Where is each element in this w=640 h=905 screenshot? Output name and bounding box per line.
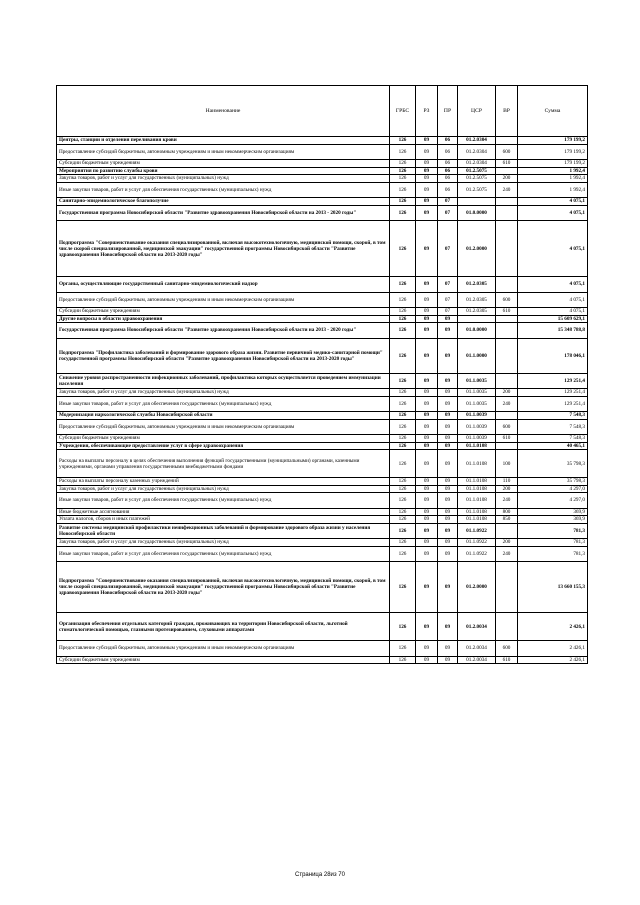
row-rz: 09 [416,396,438,412]
row-name: Закупка товаров, работ и услуг для государственных (муниципальных) нужд [57,389,390,397]
row-rz: 09 [416,613,438,641]
row-csr [458,198,496,206]
row-sum: 1 992,4 [518,167,588,175]
row-vr: 600 [496,144,518,160]
row-pr: 09 [438,315,458,323]
row-name: Иные закупки товаров, работ и услуг для обеспечения государственных (муниципальных) нужд [57,546,390,562]
row-pr: 09 [438,516,458,524]
row-vr: 600 [496,292,518,308]
row-pr: 09 [438,562,458,613]
row-sum: 2 426,1 [518,656,588,664]
row-vr: 600 [496,419,518,435]
table-row [57,478,588,486]
row-pr: 07 [438,198,458,206]
row-sum: 369,9 [518,516,588,524]
row-vr: 600 [496,641,518,657]
row-vr [496,442,518,450]
row-pr: 06 [438,167,458,175]
row-rz: 09 [416,442,438,450]
table-row [57,205,588,221]
row-csr: 01.1.0922 [458,523,496,539]
row-rz: 09 [416,546,438,562]
row-csr: 01.1.0000 [458,338,496,373]
row-sum: 4 075,1 [518,308,588,316]
row-sum: 4 297,0 [518,485,588,493]
row-vr: 110 [496,478,518,486]
row-csr: 01.1.0108 [458,478,496,486]
row-sum: 1 992,4 [518,182,588,198]
row-sum: 4 075,1 [518,221,588,277]
row-pr: 07 [438,292,458,308]
row-csr: 01.2.0000 [458,221,496,277]
row-name: Учреждения, обеспечивающие предоставление услуг в сфере здравоохранения [57,442,390,450]
row-vr [496,562,518,613]
row-rz: 09 [416,221,438,277]
table-row [57,516,588,524]
row-rz: 09 [416,160,438,168]
row-rz: 09 [416,277,438,293]
row-sum: 40 465,1 [518,442,588,450]
row-rz: 09 [416,419,438,435]
row-grbs: 126 [390,419,416,435]
row-vr [496,373,518,389]
row-csr: 01.1.0035 [458,373,496,389]
row-name: Органы, осуществляющие государственный санитарно-эпидемиологический надзор [57,277,390,293]
row-vr: 850 [496,516,518,524]
row-rz: 09 [416,450,438,478]
row-rz: 09 [416,167,438,175]
row-csr: 01.1.0108 [458,493,496,509]
row-sum: 369,9 [518,508,588,516]
row-vr: 800 [496,508,518,516]
table-row [57,450,588,478]
row-name: Предоставление субсидий бюджетным, автономным учреждениям и иным некоммерческим организациям [57,641,390,657]
header-rz: РЗ [416,86,438,137]
row-sum: 35 798,3 [518,450,588,478]
row-sum: 4 075,1 [518,198,588,206]
row-rz: 09 [416,412,438,420]
row-pr: 09 [438,442,458,450]
row-pr: 07 [438,277,458,293]
row-name: Предоставление субсидий бюджетным, автономным учреждениям и иным некоммерческим организациям [57,292,390,308]
row-name: Подпрограмма "Совершенствование оказания специализированной, включая высокотехнологичную, медицинской помощи, скорой, в том числе скорой специализированной, медицинской эвакуации" государственной программы Новосибирской области "Развитие здравоохранения Новосибирской области на 2013-2020 годы" [57,221,390,277]
row-csr: 01.1.0108 [458,450,496,478]
row-pr: 07 [438,308,458,316]
row-vr: 240 [496,396,518,412]
table-row [57,641,588,657]
row-grbs: 126 [390,396,416,412]
row-pr: 09 [438,478,458,486]
table-row [57,613,588,641]
row-vr: 240 [496,493,518,509]
row-name: Подпрограмма "Совершенствование оказания специализированной, включая высокотехнологичную, медицинской помощи, скорой, в том числе скорой специализированной, медицинской эвакуации" государственной программы Новосибирской области "Развитие здравоохранения Новосибирской области на 2013-2020 годы" [57,562,390,613]
table-row [57,292,588,308]
row-csr: 01.2.0304 [458,144,496,160]
row-sum: 129 251,4 [518,373,588,389]
row-pr: 09 [438,435,458,443]
row-rz: 09 [416,493,438,509]
row-name: Иные бюджетные ассигнования [57,508,390,516]
row-name: Подпрограмма "Профилактика заболеваний и формирование здорового образа жизни. Развитие первичной медико-санитарной помощи" государственной программы Новосибирской области "Развитие здравоохранения Новосибирской области на 2013-2020 годы" [57,338,390,373]
table-row [57,389,588,397]
row-vr [496,315,518,323]
row-grbs: 126 [390,175,416,183]
row-pr: 09 [438,412,458,420]
row-vr: 100 [496,450,518,478]
table-row [57,508,588,516]
row-csr: 01.1.0922 [458,546,496,562]
header-pr: ПР [438,86,458,137]
row-grbs: 126 [390,546,416,562]
row-csr: 01.1.0039 [458,419,496,435]
row-grbs: 126 [390,389,416,397]
row-grbs: 126 [390,450,416,478]
row-vr: 200 [496,485,518,493]
row-vr [496,167,518,175]
row-csr: 01.1.0035 [458,389,496,397]
row-vr: 610 [496,656,518,664]
row-vr: 240 [496,546,518,562]
row-rz: 09 [416,315,438,323]
table-row [57,539,588,547]
row-sum: 179 199,2 [518,160,588,168]
row-rz: 09 [416,435,438,443]
row-grbs: 126 [390,442,416,450]
row-vr: 610 [496,160,518,168]
row-sum: 781,3 [518,546,588,562]
table-row [57,435,588,443]
row-pr: 09 [438,656,458,664]
row-sum: 13 660 155,3 [518,562,588,613]
row-rz: 09 [416,516,438,524]
row-name: Субсидии бюджетным учреждениям [57,435,390,443]
row-grbs: 126 [390,478,416,486]
table-header-row [57,86,588,137]
row-name: Закупка товаров, работ и услуг для государственных (муниципальных) нужд [57,539,390,547]
row-rz: 09 [416,292,438,308]
row-grbs: 126 [390,373,416,389]
row-rz: 09 [416,523,438,539]
row-pr: 09 [438,396,458,412]
row-sum: 4 075,1 [518,292,588,308]
table-row [57,562,588,613]
row-sum: 781,3 [518,539,588,547]
row-vr [496,277,518,293]
row-csr: 01.2.0305 [458,292,496,308]
row-grbs: 126 [390,523,416,539]
row-grbs: 126 [390,292,416,308]
table-row [57,412,588,420]
row-grbs: 126 [390,221,416,277]
row-csr: 01.1.0035 [458,396,496,412]
row-grbs: 126 [390,539,416,547]
row-sum: 15 348 788,8 [518,323,588,339]
row-grbs: 126 [390,144,416,160]
row-csr: 01.2.0034 [458,656,496,664]
row-sum: 1 992,4 [518,175,588,183]
row-grbs: 126 [390,641,416,657]
row-csr: 01.2.0000 [458,562,496,613]
budget-table-container [56,85,587,664]
row-csr: 01.0.0000 [458,323,496,339]
table-row [57,167,588,175]
row-rz: 09 [416,137,438,145]
row-pr: 06 [438,160,458,168]
table-row [57,396,588,412]
row-pr: 09 [438,450,458,478]
row-sum: 179 199,2 [518,137,588,145]
table-row [57,175,588,183]
row-vr: 610 [496,435,518,443]
row-name: Иные закупки товаров, работ и услуг для обеспечения государственных (муниципальных) нужд [57,182,390,198]
row-csr: 01.0.0000 [458,205,496,221]
row-sum: 35 798,3 [518,478,588,486]
table-row [57,308,588,316]
table-row [57,373,588,389]
row-grbs: 126 [390,198,416,206]
row-name: Субсидии бюджетным учреждениям [57,656,390,664]
row-vr [496,338,518,373]
row-sum: 781,3 [518,523,588,539]
row-name: Государственная программа Новосибирской области "Развитие здравоохранения Новосибирской области на 2013 - 2020 годы" [57,205,390,221]
row-pr: 09 [438,613,458,641]
row-pr: 09 [438,485,458,493]
row-csr: 01.1.0039 [458,412,496,420]
row-name: Уплата налогов, сборов и иных платежей [57,516,390,524]
row-sum: 129 251,4 [518,389,588,397]
row-sum: 2 426,1 [518,613,588,641]
row-sum: 7 548,3 [518,419,588,435]
row-name: Субсидии бюджетным учреждениям [57,160,390,168]
row-grbs: 126 [390,315,416,323]
row-rz: 09 [416,323,438,339]
table-row [57,419,588,435]
row-grbs: 126 [390,485,416,493]
row-csr: 01.2.0034 [458,613,496,641]
table-row [57,656,588,664]
table-row [57,277,588,293]
table-row [57,182,588,198]
row-rz: 09 [416,539,438,547]
table-row [57,315,588,323]
row-csr: 01.2.5075 [458,182,496,198]
row-rz: 09 [416,656,438,664]
row-pr: 06 [438,182,458,198]
row-rz: 09 [416,308,438,316]
row-name: Расходы на выплаты персоналу в целях обеспечения выполнения функций государственными (муниципальными) органами, казенными учреждениями, органами управления государственными внебюджетными фондами [57,450,390,478]
row-grbs: 126 [390,435,416,443]
row-vr [496,323,518,339]
row-pr: 09 [438,338,458,373]
header-sum: Сумма [518,86,588,137]
table-row [57,137,588,145]
row-sum: 178 046,1 [518,338,588,373]
row-name: Иные закупки товаров, работ и услуг для обеспечения государственных (муниципальных) нужд [57,396,390,412]
row-name: Центры, станции и отделения переливания крови [57,137,390,145]
row-name: Расходы на выплаты персоналу казенных учреждений [57,478,390,486]
table-row [57,160,588,168]
row-name: Мероприятия по развитию службы крови [57,167,390,175]
row-pr: 09 [438,523,458,539]
table-row [57,493,588,509]
row-vr: 200 [496,389,518,397]
row-csr: 01.2.0034 [458,641,496,657]
row-grbs: 126 [390,516,416,524]
row-pr: 09 [438,508,458,516]
row-grbs: 126 [390,338,416,373]
budget-table [56,85,588,664]
row-rz: 09 [416,198,438,206]
row-grbs: 126 [390,205,416,221]
row-name: Другие вопросы в области здравоохранения [57,315,390,323]
row-pr: 09 [438,546,458,562]
row-name: Субсидии бюджетным учреждениям [57,308,390,316]
row-grbs: 126 [390,277,416,293]
row-csr: 01.1.0922 [458,539,496,547]
row-rz: 09 [416,338,438,373]
row-sum: 2 426,1 [518,641,588,657]
row-vr: 610 [496,308,518,316]
row-rz: 09 [416,562,438,613]
row-grbs: 126 [390,412,416,420]
row-sum: 179 199,2 [518,144,588,160]
row-pr: 09 [438,323,458,339]
row-name: Организация обеспечения отдельных категорий граждан, проживающих на территории Новосибирской области, льготной стоматологической помощью, глазными протезированием, слуховыми аппаратами [57,613,390,641]
row-name: Модернизация наркологической службы Новосибирской области [57,412,390,420]
row-name: Развитие системы медицинской профилактики неинфекционных заболеваний и формирование здорового образа жизни у населения Новосибирской области [57,523,390,539]
row-name: Государственная программа Новосибирской области "Развитие здравоохранения Новосибирской области на 2013 - 2020 годы" [57,323,390,339]
row-pr: 06 [438,144,458,160]
row-name: Предоставление субсидий бюджетным, автономным учреждениям и иным некоммерческим организациям [57,144,390,160]
row-name: Снижение уровня распространенности инфекционных заболеваний, профилактика которых осуществляется проведением иммунизации населения [57,373,390,389]
row-sum: 4 075,1 [518,205,588,221]
row-sum: 4 075,1 [518,277,588,293]
row-name: Иные закупки товаров, работ и услуг для обеспечения государственных (муниципальных) нужд [57,493,390,509]
row-rz: 09 [416,182,438,198]
row-name: Закупка товаров, работ и услуг для государственных (муниципальных) нужд [57,175,390,183]
row-grbs: 126 [390,167,416,175]
row-pr: 09 [438,373,458,389]
row-vr [496,221,518,277]
row-sum: 7 548,3 [518,435,588,443]
row-vr [496,198,518,206]
row-grbs: 126 [390,160,416,168]
header-grbs: ГРБС [390,86,416,137]
row-grbs: 126 [390,493,416,509]
row-grbs: 126 [390,137,416,145]
row-pr: 09 [438,389,458,397]
table-row [57,221,588,277]
table-row [57,338,588,373]
row-csr: 01.2.5075 [458,175,496,183]
row-name: Закупка товаров, работ и услуг для государственных (муниципальных) нужд [57,485,390,493]
row-csr: 01.1.0108 [458,485,496,493]
row-vr [496,613,518,641]
row-vr [496,523,518,539]
row-pr: 06 [438,175,458,183]
header-name: Наименование [57,86,390,137]
row-vr [496,205,518,221]
page-number: Страница 28из 70 [295,872,345,878]
row-sum: 7 548,3 [518,412,588,420]
table-row [57,323,588,339]
row-pr: 07 [438,221,458,277]
row-vr [496,412,518,420]
row-name: Санитарно-эпидемиологическое благополучие [57,198,390,206]
row-rz: 09 [416,205,438,221]
row-rz: 09 [416,144,438,160]
row-grbs: 126 [390,308,416,316]
row-vr: 240 [496,182,518,198]
row-csr: 01.2.0304 [458,160,496,168]
row-vr: 200 [496,539,518,547]
table-row [57,442,588,450]
row-pr: 09 [438,419,458,435]
row-rz: 09 [416,373,438,389]
row-pr: 09 [438,493,458,509]
row-vr: 200 [496,175,518,183]
row-rz: 09 [416,175,438,183]
row-grbs: 126 [390,508,416,516]
row-csr: 01.1.0039 [458,435,496,443]
row-sum: 129 251,4 [518,396,588,412]
row-grbs: 126 [390,656,416,664]
row-csr: 01.2.0305 [458,277,496,293]
row-grbs: 126 [390,182,416,198]
row-csr: 01.1.0108 [458,516,496,524]
table-row [57,523,588,539]
row-sum: 4 297,0 [518,493,588,509]
table-row [57,144,588,160]
row-pr: 09 [438,539,458,547]
row-rz: 09 [416,389,438,397]
row-rz: 09 [416,641,438,657]
row-name: Предоставление субсидий бюджетным, автономным учреждениям и иным некоммерческим организациям [57,419,390,435]
row-vr [496,137,518,145]
row-rz: 09 [416,485,438,493]
table-row [57,198,588,206]
row-csr [458,315,496,323]
row-pr: 07 [438,205,458,221]
row-pr: 09 [438,641,458,657]
row-csr: 01.2.5075 [458,167,496,175]
header-vr: ВР [496,86,518,137]
row-grbs: 126 [390,562,416,613]
row-grbs: 126 [390,613,416,641]
table-row [57,546,588,562]
row-pr: 06 [438,137,458,145]
row-csr: 01.1.0108 [458,442,496,450]
row-rz: 09 [416,478,438,486]
row-grbs: 126 [390,323,416,339]
table-row [57,485,588,493]
header-csr: ЦСР [458,86,496,137]
row-csr: 01.1.0108 [458,508,496,516]
row-sum: 15 609 629,1 [518,315,588,323]
row-rz: 09 [416,508,438,516]
row-csr: 01.2.0305 [458,308,496,316]
row-csr: 01.2.0304 [458,137,496,145]
